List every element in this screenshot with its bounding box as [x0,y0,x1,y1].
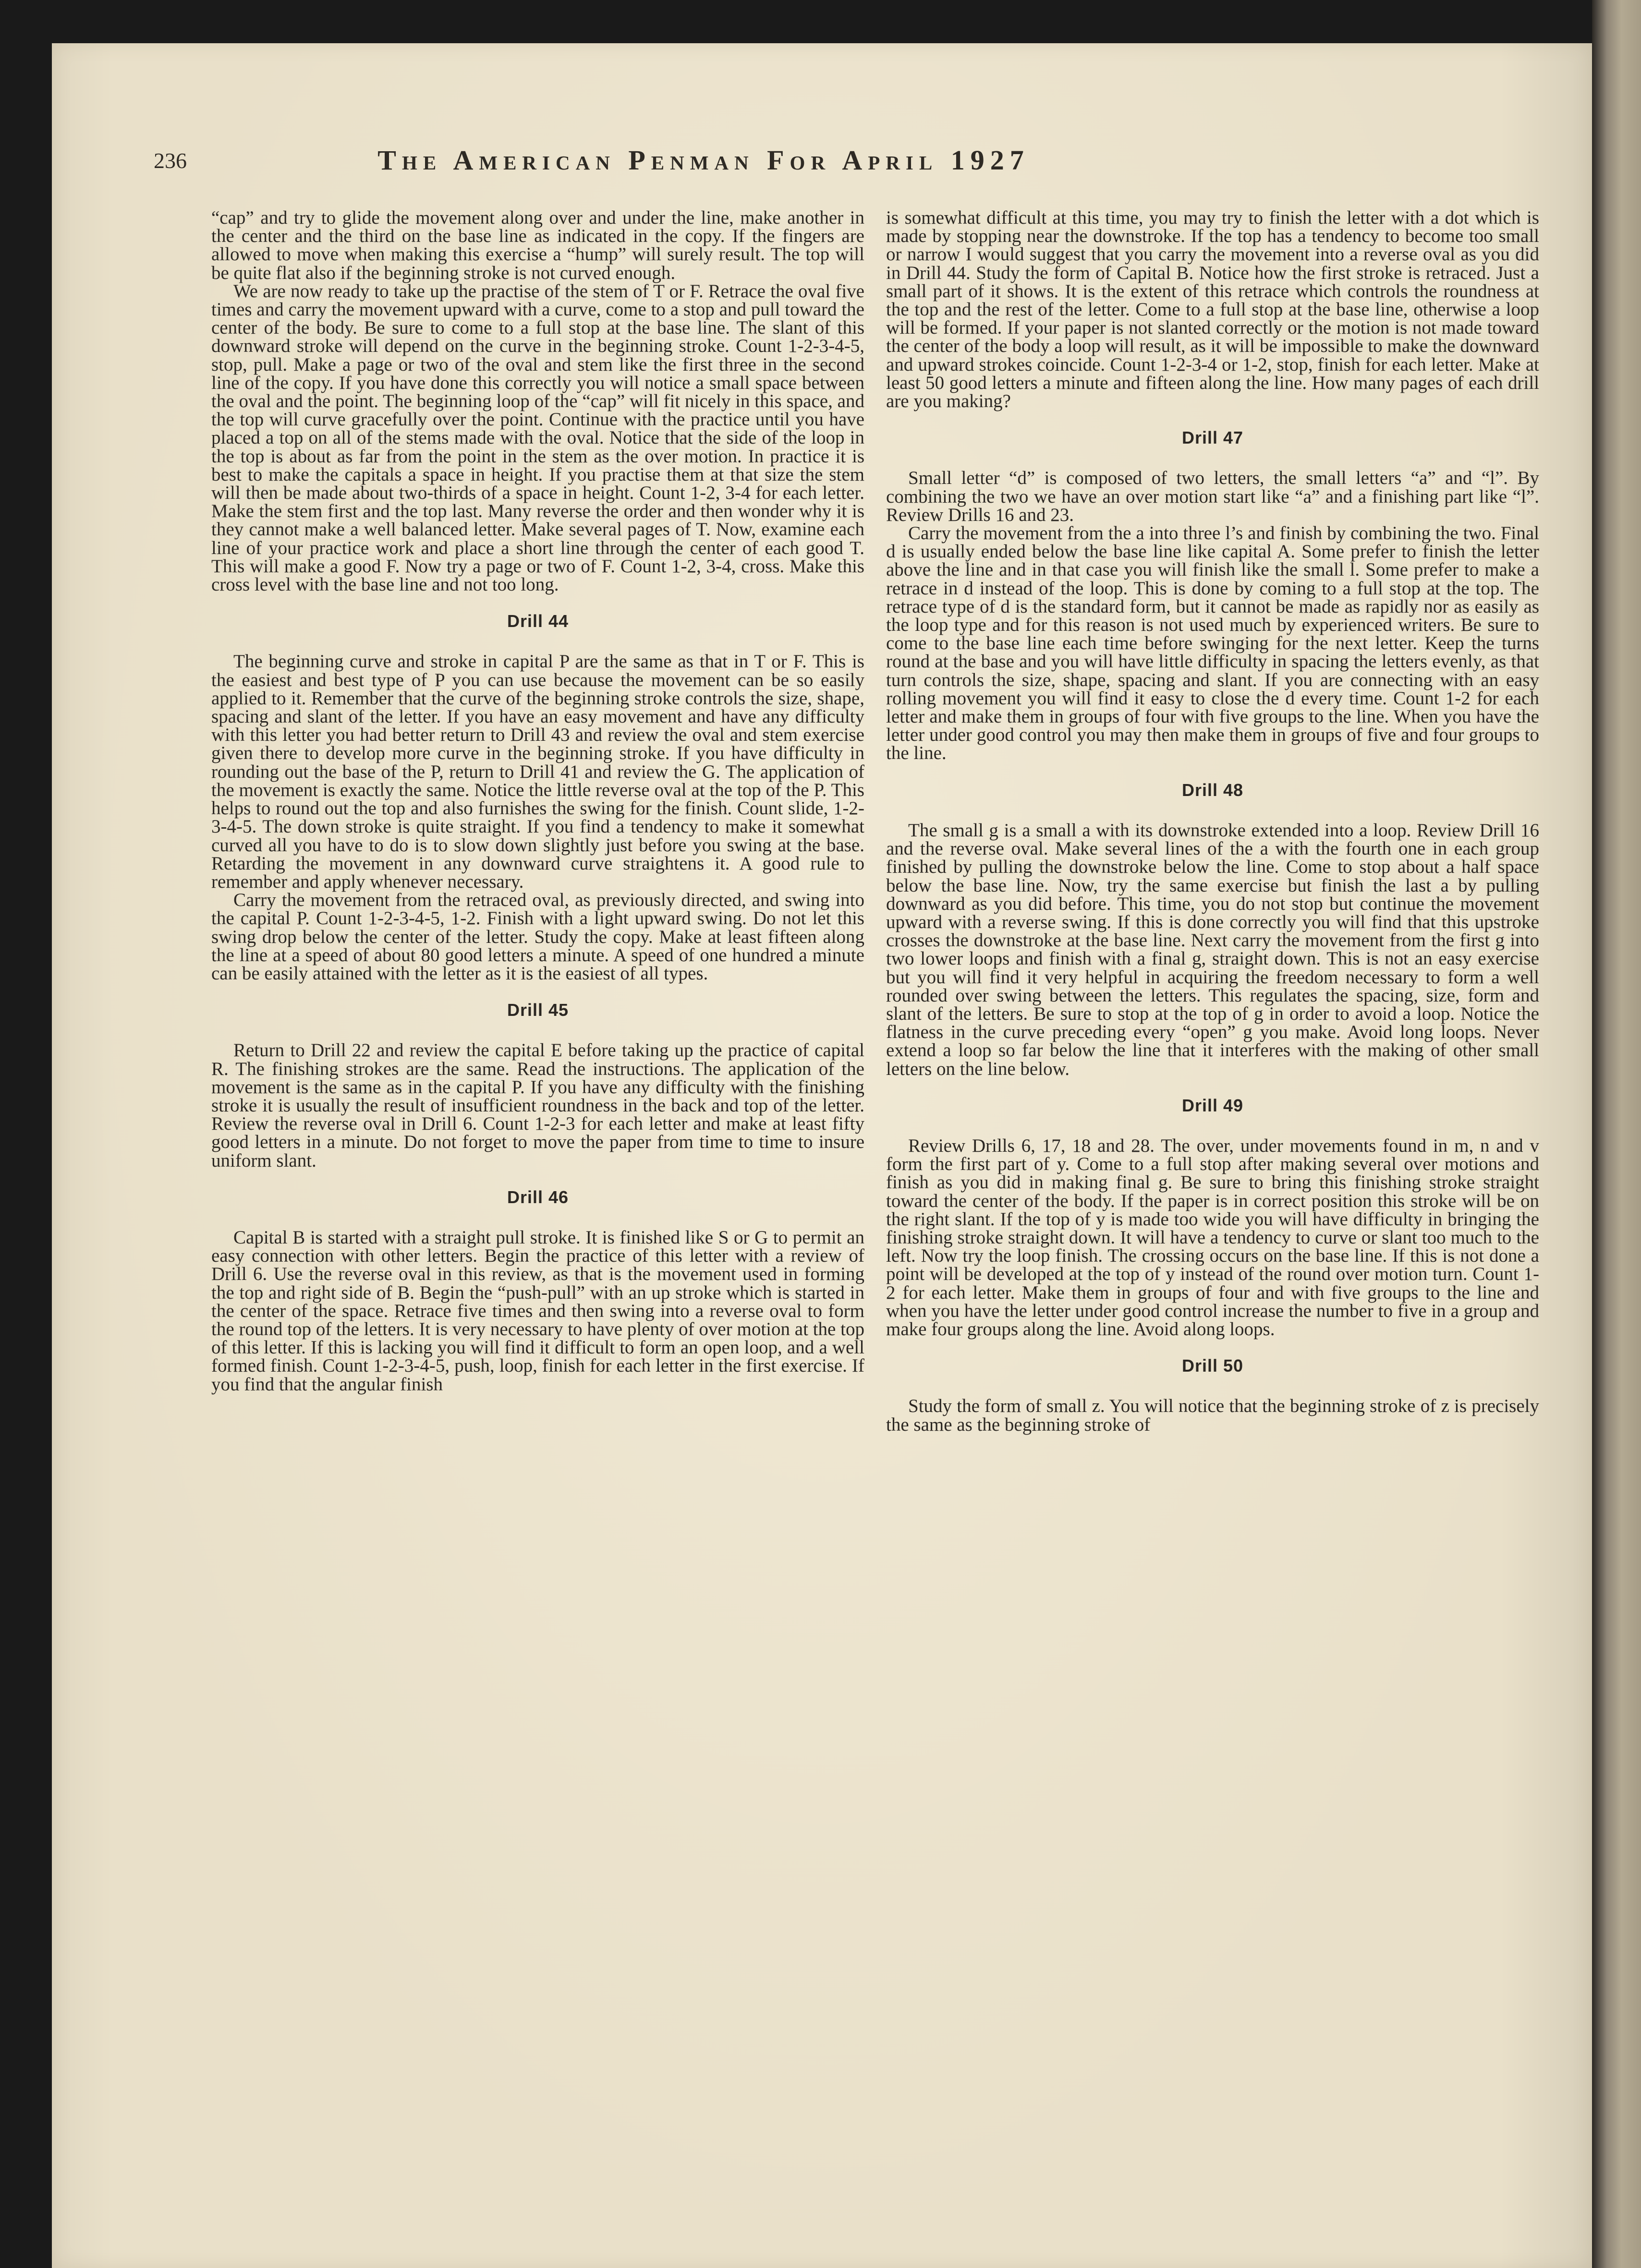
paragraph: Small letter “d” is composed of two letters, the small letters “a” and “l”. By combining the two we have an over motion start like “a” and a finishing part like “l”. Review Drills 16 and 23. [886,468,1539,525]
paragraph: Study the form of small z. You will notice that the beginning stroke of z is precisely the same as the beginning stroke of [886,1396,1539,1435]
paragraph: Return to Drill 22 and review the capital E before taking up the practice of capital R. The finishing strokes are the same. Read the instructions. The application of the movement is the same as in the capital P. If you have any difficulty with the finishing stroke it is usually the result of insufficient roundness in the back and top of the letter. Review the reverse oval in Drill 6. Count 1-2-3 for each letter and make at least fifty good letters in a minute. Do not forget to move the paper from time to time to insure uniform slant. [211,1040,864,1171]
running-title: The American Penman For April 1927 [377,145,1030,176]
paragraph: “cap” and try to glide the movement along over and under the line, make another in the center and the third on the base line as indicated in the copy. If the fingers are allowed to move when making this exercise a “hump” will surely result. The top will be quite flat also if the beginning stroke is not curved enough. [211,207,864,283]
page-number: 236 [154,148,187,173]
paragraph: Capital B is started with a straight pull stroke. It is finished like S or G to permit an easy connection with other letters. Begin the practice of this letter with a review of Drill 6. Use the reverse oval in this review, as that is the movement used in forming the top and right side of B. Begin the “push-pull” with an up stroke which is started in the center of the space. Retrace five times and then swing into a reverse oval to form the round top of the letters. It is very necessary to have plenty of over motion at the top of this letter. If this is lacking you will find it difficult to form an open loop, and a well formed finish. Count 1-2-3-4-5, push, loop, finish for each letter in the first exercise. If you find that the angular finish [211,1227,864,1395]
drill-44-heading: Drill 44 [507,611,569,631]
left-column [211,209,864,1394]
paragraph: Carry the movement from the retraced oval, as previously directed, and swing into the capital P. Count 1-2-3-4-5, 1-2. Finish with a light upward swing. Do not let this swing drop below the center of the letter. Study the copy. Make at least fifteen along the line at a speed of about 80 good letters a minute. A speed of one hundred a minute can be easily attained with the letter as it is the easiest of all types. [211,890,864,984]
paragraph: Carry the movement from the a into three l’s and finish by combining the two. Final d is usually ended below the base line like capital A. Some prefer to finish the letter above the line and in that case you will finish like the small l. Some prefer to make a retrace in d instead of the loop. This is done by coming to a full stop at the top. The retrace type of d is the standard form, but it cannot be made as rapidly nor as easily as the loop type and for this reason is not used much by experienced writers. Be sure to come to the base line each time before swinging for the next letter. Keep the turns round at the base and you will have little difficulty in spacing the letters evenly, as that turn controls the size, shape, spacing and slant. If you are connecting with an easy rolling movement you will find it easy to close the d every time. Count 1-2 for each letter and make them in groups of four with five groups to the line. When you have the letter under good control you may then make them in groups of five and four groups to the line. [886,523,1539,764]
paragraph: The beginning curve and stroke in capital P are the same as that in T or F. This is the easiest and best type of P you can use because the movement can be so easily applied to it. Remember that the curve of the beginning stroke controls the size, shape, spacing and slant of the letter. If you have an easy movement and have any difficulty with this letter you had better return to Drill 43 and review the oval and stem exercise given there to develop more curve in the beginning stroke. If you have difficulty in rounding out the base of the P, return to Drill 41 and review the G. The application of the movement is exactly the same. Notice the little reverse oval at the top of the P. This helps to round out the top and also furnishes the swing for the finish. Count slide, 1-2-3-4-5. The down stroke is quite straight. If you find a tendency to make it somewhat curved all you have to do is to slow down slightly just before you swing at the base. Retarding the movement in any downward curve straightens it. A good rule to remember and apply whenever necessary. [211,651,864,892]
drill-49-heading: Drill 49 [1181,1095,1244,1115]
drill-48-heading: Drill 48 [1181,780,1244,800]
paragraph: The small g is a small a with its downstroke extended into a loop. Review Drill 16 and the reverse oval. Make several lines of the a with the fourth one in each group finished by pulling the downstroke below the line. Come to stop about a half space below the base line. Now, try the same exercise but finish the last a by pulling downward as you did before. This time, you do not stop but continue the movement upward with a reverse swing. If this is done correctly you will find that this upstroke crosses the downstroke at the base line. Next carry the movement from the first g into two lower loops and finish with a final g, straight down. This is not an easy exercise but you will find it very helpful in acquiring the freedom necessary to form a well rounded over swing between the letters. This regulates the spacing, size, form and slant of the letters. Be sure to stop at the top of g in order to avoid a loop. Notice the flatness in the curve preceding every “open” g you make. Avoid long loops. Never extend a loop so far below the line that it interferes with the making of other small letters on the line below. [886,820,1539,1079]
scan-background-edge [1592,0,1641,2268]
drill-47-heading: Drill 47 [1181,428,1244,448]
paragraph: We are now ready to take up the practise of the stem of T or F. Retrace the oval five times and carry the movement upward with a curve, come to a stop and pull toward the center of the body. Be sure to come to a full stop at the base line. The slant of this downward stroke will depend on the curve in the beginning stroke. Count 1-2-3-4-5, stop, pull. Make a page or two of the oval and stem like the first three in the second line of the copy. If you have done this correctly you will notice a small space between the oval and the point. The beginning loop of the “cap” will fit nicely in this space, and the top will curve gracefully over the point. Continue with the practice until you have placed a top on all of the stems made with the oval. Notice that the side of the loop in the top is about as far from the point in the stem as the over motion. In practice it is best to make the capitals a space in height. If you practise them at that size the stem will then be made about two-thirds of a space in height. Count 1-2, 3-4 for each letter. Make the stem first and the top last. Many reverse the order and then wonder why it is they cannot make a well balanced letter. Make several pages of T. Now, examine each line of your practice work and place a short line through the center of each good T. This will make a good F. Now try a page or two of F. Count 1-2, 3-4, cross. Make this cross level with the base line and not too long. [211,280,864,595]
drill-46-heading: Drill 46 [507,1187,569,1207]
paragraph: is somewhat difficult at this time, you may try to finish the letter with a dot which is made by stopping near the downstroke. If the top has a tendency to become too small or narrow I would suggest that you carry the movement into a reverse oval as you did in Drill 44. Study the form of Capital B. Notice how the first stroke is retraced. Just a small part of it shows. It is the extent of this retrace which controls the roundness at the top and the rest of the letter. Come to a full stop at the base line, otherwise a loop will be formed. If your paper is not slanted correctly or the motion is not made toward the center of the body a loop will result, as it will be impossible to make the downward and upward strokes coincide. Count 1-2-3-4 or 1-2, stop, finish for each letter. Make at least 50 good letters a minute and fifteen along the line. How many pages of each drill are you making? [886,207,1539,412]
paragraph: Review Drills 6, 17, 18 and 28. The over, under movements found in m, n and v form the first part of y. Come to a full stop after making several over motions and finish as you did in making final g. Be sure to bring this finishing stroke straight toward the center of the body. If the paper is in correct position this stroke will be on the right slant. If the top of y is made too wide you will have difficulty in bringing the finishing stroke straight down. It will have a tendency to curve or slant too much to the left. Now try the loop finish. The crossing occurs on the base line. If this is not done a point will be developed at the top of y instead of the round over motion turn. Count 1-2 for each letter. Make them in groups of four and with five groups to the line and when you have the letter under good control increase the number to five in a group and make four groups along the line. Avoid along loops. [886,1135,1539,1339]
drill-45-heading: Drill 45 [507,1000,569,1020]
right-column [886,209,1539,1434]
page-header [154,144,1253,182]
drill-50-heading: Drill 50 [1181,1356,1244,1376]
